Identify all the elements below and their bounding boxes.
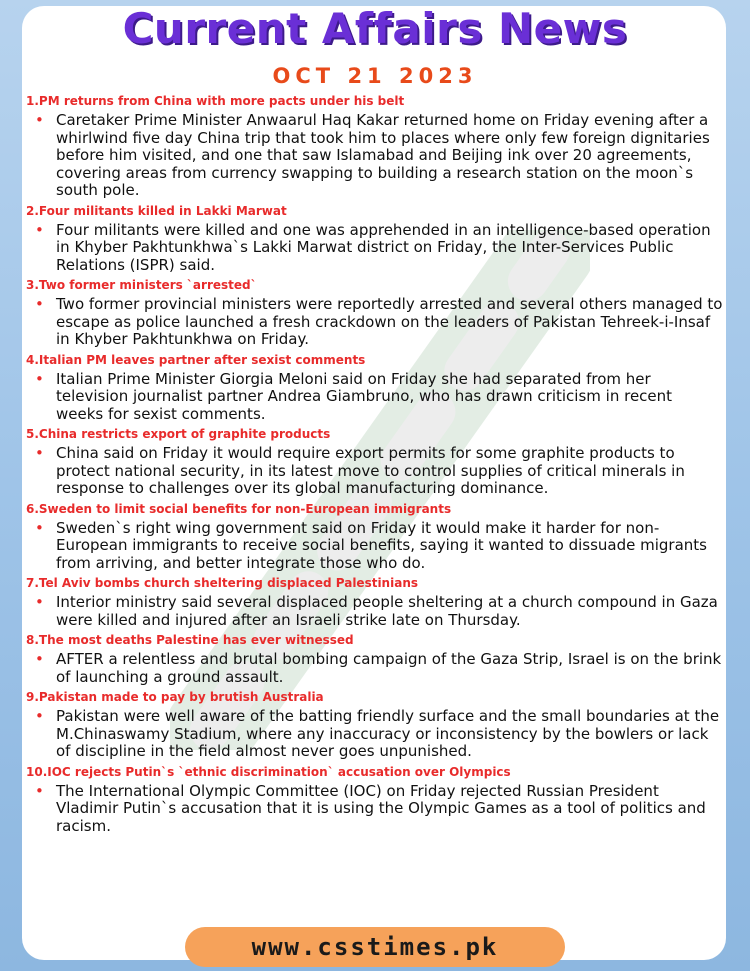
news-list <box>26 92 726 837</box>
news-headline: 3.Two former ministers `arrested` <box>26 278 257 292</box>
news-body-text: Italian Prime Minister Giorgia Meloni said on Friday she had separated from her television journalist partner Andrea Giambruno, who has drawn criticism in recent weeks for sexist comments. <box>56 369 673 423</box>
news-body-text: Sweden`s right wing government said on Friday it would make it harder for non-European immigrants to receive social benefits, saying it wanted to dissuade migrants from arriving, and better integrate those who do. <box>56 518 707 572</box>
news-body-text: AFTER a relentless and brutal bombing campaign of the Gaza Strip, Israel is on the brink of launching a ground assault. <box>56 650 722 686</box>
news-body <box>35 369 723 424</box>
bullet-icon: • <box>35 220 44 239</box>
news-item <box>26 688 726 761</box>
news-body <box>35 295 723 349</box>
news-body-text: The International Olympic Committee (IOC) on Friday rejected Russian President Vladimir Putin`s accusation that it is using the Olympic Games as a tool of politics and racism. <box>56 781 706 835</box>
bullet-icon: • <box>35 111 44 129</box>
bullet-icon: • <box>35 295 44 313</box>
news-headline: 2.Four militants killed in Lakki Marwat <box>26 203 287 218</box>
news-item <box>26 574 726 629</box>
news-body-text: Caretaker Prime Minister Anwaarul Haq Kakar returned home on Friday evening after a whirlwind five day China trip that took him to places where only few foreign dignitaries before him visited, and one that saw Islamabad and Beijing ink over 20 agreements, covering areas from currency swapping to building a research station on the moon`s south pole. <box>56 111 710 199</box>
bullet-icon: • <box>35 707 44 725</box>
news-headline: 9.Pakistan made to pay by brutish Australia <box>26 690 324 704</box>
news-body <box>35 593 723 629</box>
page-title: Current Affairs News <box>122 4 628 53</box>
bullet-icon: • <box>35 781 44 800</box>
news-headline: 4.Italian PM leaves partner after sexist comments <box>26 352 366 367</box>
news-headline: 7.Tel Aviv bombs church sheltering displaced Palestinians <box>26 576 418 590</box>
bullet-icon: • <box>35 444 44 462</box>
news-body <box>35 781 723 836</box>
news-body <box>35 707 723 761</box>
news-body <box>35 220 723 275</box>
bullet-icon: • <box>35 518 44 537</box>
news-body-text: China said on Friday it would require export permits for some graphite products to protect national security, in its latest move to control supplies of critical minerals in response to challenges over its global manufacturing dominance. <box>56 444 685 497</box>
website-link[interactable]: www.csstimes.pk <box>185 927 565 967</box>
bullet-icon: • <box>35 369 44 388</box>
news-body-text: Two former provincial ministers were reportedly arrested and several others managed to escape as police launched a fresh crackdown on the leaders of Pakistan Tehreek-i-Insaf in Khyber Pakhtunkhwa on Friday. <box>56 295 723 348</box>
news-body <box>35 518 723 573</box>
news-headline: 1.PM returns from China with more pacts under his belt <box>26 94 405 108</box>
news-item <box>26 351 726 424</box>
news-item <box>26 276 726 349</box>
page-date: OCT 21 2023 <box>272 64 478 88</box>
news-headline: 8.The most deaths Palestine has ever witnessed <box>26 633 354 647</box>
news-item <box>26 92 726 200</box>
news-headline: 10.IOC rejects Putin`s `ethnic discrimination` accusation over Olympics <box>26 764 511 779</box>
news-body-text: Four militants were killed and one was apprehended in an intelligence-based operation in Khyber Pakhtunkhwa`s Lakki Marwat district on Friday, the Inter-Services Public Relations (ISPR) said. <box>56 220 711 274</box>
news-body-text: Interior ministry said several displaced people sheltering at a church compound in Gaza were killed and injured after an Israeli strike late on Thursday. <box>56 593 718 629</box>
news-body <box>35 650 723 686</box>
news-body <box>35 111 723 200</box>
news-item <box>26 500 726 573</box>
news-item <box>26 631 726 686</box>
news-body <box>35 444 723 498</box>
news-item <box>26 202 726 275</box>
news-item <box>26 763 726 836</box>
news-headline: 6.Sweden to limit social benefits for non-European immigrants <box>26 501 452 516</box>
bullet-icon: • <box>35 650 44 668</box>
news-body-text: Pakistan were well aware of the batting friendly surface and the small boundaries at the M.Chinaswamy Stadium, where any inaccuracy or inconsistency by the bowlers or lack of discipline in the field almost never goes unpunished. <box>56 707 720 760</box>
news-item <box>26 425 726 498</box>
bullet-icon: • <box>35 593 44 611</box>
news-headline: 5.China restricts export of graphite products <box>26 427 331 441</box>
